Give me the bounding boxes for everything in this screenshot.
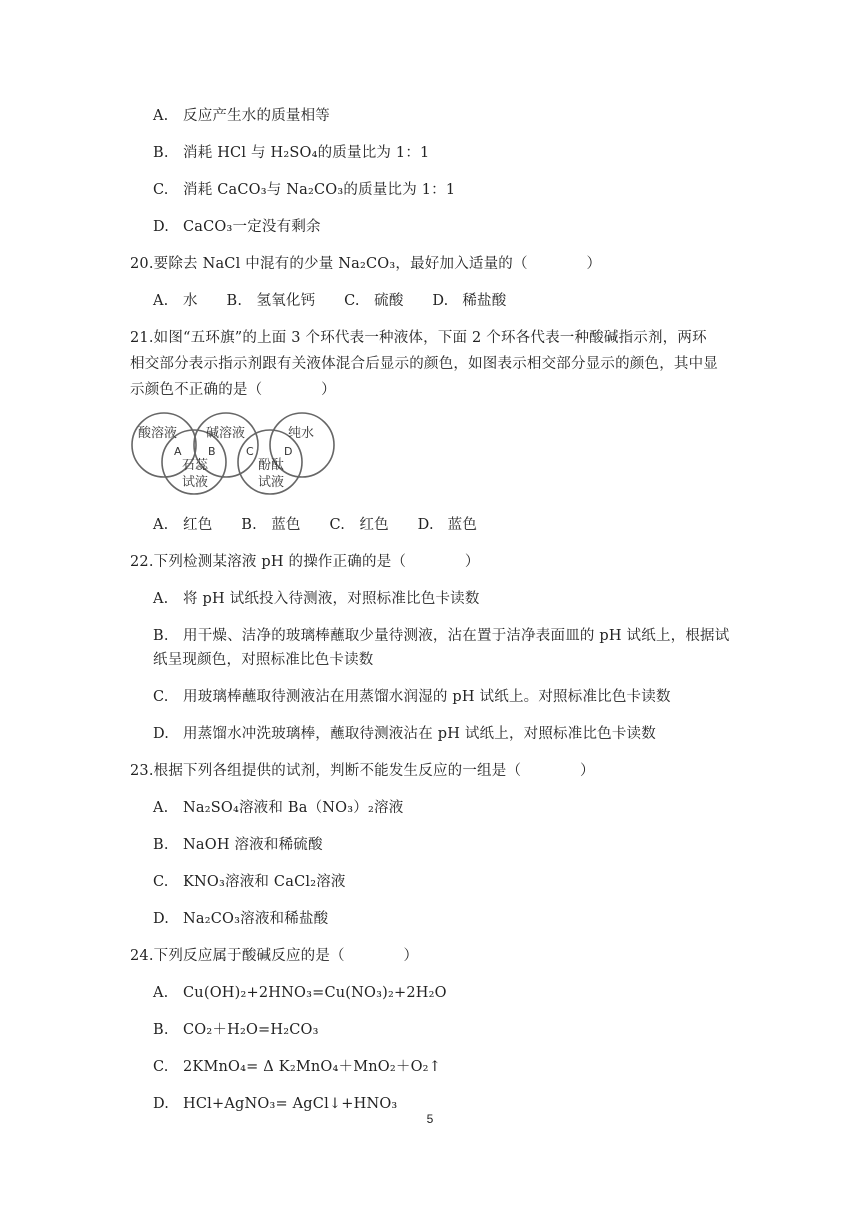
q22-option-a: A. 将 pH 试纸投入待测液，对照标准比色卡读数 [153,591,480,607]
q19-option-b: B. 消耗 HCl 与 H₂SO₄的质量比为 1：1 [153,145,430,161]
mark-b: B [208,445,216,458]
q22-option-d: D. 用蒸馏水冲洗玻璃棒，蘸取待测液沾在 pH 试纸上，对照标准比色卡读数 [153,726,656,742]
mark-c: C [246,445,254,458]
q23-option-b: B. NaOH 溶液和稀硫酸 [153,837,323,853]
q24-option-b: B. CO₂＋H₂O=H₂CO₃ [153,1022,319,1038]
q19-option-c: C. 消耗 CaCO₃与 Na₂CO₃的质量比为 1：1 [153,182,456,198]
q23-option-c: C. KNO₃溶液和 CaCl₂溶液 [153,874,346,890]
q23-option-a: A. Na₂SO₄溶液和 Ba（NO₃）₂溶液 [153,800,404,816]
q24-option-a: A. Cu(OH)₂+2HNO₃=Cu(NO₃)₂+2H₂O [153,985,447,1001]
q20-option-a: A. 水 [153,293,198,309]
label-pure-water: 纯水 [288,426,315,441]
q21-stem-line-1: 21.如图“五环旗”的上面 3 个环代表一种液体，下面 2 个环各代表一种酸碱指示剂，两环 [130,330,707,346]
q21-option-a: A. 红色 [153,517,213,533]
label-base-solution: 碱溶液 [206,426,246,441]
q22-option-b-line-2: 纸呈现颜色，对照标准比色卡读数 [153,652,374,668]
mark-d: D [284,445,293,458]
label-phenolphthalein-1: 酚酞 [258,458,285,473]
mark-a: A [174,445,182,458]
q20-option-c: C. 硫酸 [344,293,404,309]
q20-options [153,291,530,311]
q21-option-c: C. 红色 [329,517,389,533]
q21-options [153,515,501,535]
q21-option-d: D. 蓝色 [417,517,478,533]
label-litmus-2: 试液 [182,475,209,490]
q19-option-d: D. CaCO₃一定没有剩余 [153,219,321,235]
label-litmus-1: 石蕊 [182,458,209,473]
q22-option-b-line-1: B. 用干燥、洁净的玻璃棒蘸取少量待测液，沾在置于洁净表面皿的 pH 试纸上，根据试 [153,628,730,644]
q24-option-d: D. HCl+AgNO₃= AgCl↓+HNO₃ [153,1096,398,1112]
q20-stem: 20.要除去 NaCl 中混有的少量 Na₂CO₃，最好加入适量的（ ） [130,256,602,272]
q19-option-a: A. 反应产生水的质量相等 [153,108,330,124]
page-number: 5 [426,1112,434,1126]
q24-option-c: C. 2KMnO₄= Δ K₂MnO₄＋MnO₂＋O₂↑ [153,1059,442,1075]
q20-option-b: B. 氢氧化钙 [226,293,316,309]
five-rings-figure [130,410,340,498]
q23-stem: 23.根据下列各组提供的试剂，判断不能发生反应的一组是（ ） [130,763,595,779]
q22-stem: 22.下列检测某溶液 pH 的操作正确的是（ ） [130,554,480,570]
label-acid-solution: 酸溶液 [138,426,178,441]
q22-option-c: C. 用玻璃棒蘸取待测液沾在用蒸馏水润湿的 pH 试纸上。对照标准比色卡读数 [153,689,671,705]
q21-option-b: B. 蓝色 [241,517,301,533]
label-phenolphthalein-2: 试液 [258,475,285,490]
q24-stem: 24.下列反应属于酸碱反应的是（ ） [130,948,419,964]
q23-option-d: D. Na₂CO₃溶液和稀盐酸 [153,911,329,927]
q21-stem-line-3: 示颜色不正确的是（ ） [130,382,336,398]
q20-option-d: D. 稀盐酸 [432,293,507,309]
q21-stem-line-2: 相交部分表示指示剂跟有关液体混合后显示的颜色，如图表示相交部分显示的颜色，其中显 [130,356,718,372]
